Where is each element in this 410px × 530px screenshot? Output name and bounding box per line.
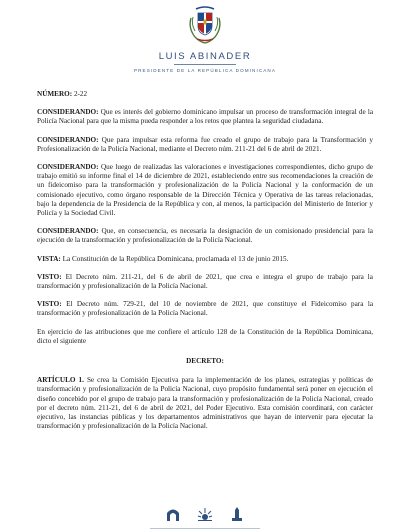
decree-number-value: 2-22 <box>73 90 88 98</box>
paragraph-text: La Constitución de la República Dominicana, proclamada el 13 de junio 2015. <box>62 254 289 263</box>
paragraph-text: En ejercicio de las atribuciones que me confiere el artículo 128 de la Constitución de la República Dominicana, dicto el siguiente <box>37 327 373 345</box>
article-lead: ARTÍCULO 1. <box>37 376 84 385</box>
paragraph-lead: CONSIDERANDO: <box>37 163 99 172</box>
paragraph-lead: CONSIDERANDO: <box>37 108 99 117</box>
monument-icon <box>229 506 245 522</box>
paragraph-text: El Decreto núm. 729-21, del 10 de noviembre de 2021, que constituye el Fideicomiso para la transformación y profesionalización de la Policía Nacional. <box>37 300 374 318</box>
coat-of-arms-icon <box>187 4 223 44</box>
article-paragraph <box>37 376 373 431</box>
decree-heading: DECRETO: <box>186 357 224 366</box>
article-text: Se crea la Comisión Ejecutiva para la implementación de los planes, estrategias y políticas de transformación y profesionalización de la Policía Nacional, cuyo propósito fundamental será poner en ejecución el diseño concebido por el grupo de trabajo para la transformación y profesionalización de la Policía Nacional, creado por el decreto núm. 211-21, del 6 de abril de 2021, del Poder Ejecutivo. Esta comisión coordinará, con carácter ejecutivo, las instancias públicas y los departamentos administrativos que hayan de intervenir para ejecutar la transformación y profesionalización de la Policía Nacional. <box>37 376 373 431</box>
president-name: LUIS ABINADER <box>158 51 252 62</box>
footer-divider <box>150 528 260 529</box>
paragraph-text: Que es interés del gobierno dominicano impulsar un proceso de transformación integral de la Policía Nacional para que la misma pueda responder a los retos que plantea la seguridad ciudadana. <box>37 108 374 126</box>
sunburst-icon <box>197 506 213 522</box>
president-title: PRESIDENTE DE LA REPÚBLICA DOMINICANA <box>133 68 277 73</box>
decree-number-label: NÚMERO: <box>37 90 73 98</box>
paragraph-text: Que para impulsar esta reforma fue creado el grupo de trabajo para la Transformación y Profesionalización de la Policía Nacional, mediante el Decreto núm. 211-21 del 6 de abril de 2021. <box>37 135 374 153</box>
paragraph-text: Que, en consecuencia, es necesaria la designación de un comisionado presidencial para la ejecución de la transformación y profesionalización de la Policía Nacional. <box>37 227 374 245</box>
paragraph-text: Que luego de realizadas las valoraciones e investigaciones correspondientes, dicho grupo de trabajo emitió su informe final el 14 de diciembre de 2021, estableciendo entre sus recomendaciones la creación de un fideicomiso para la transformación y profesionalización de la Policía Nacional y la conformación de un comisionado ejecutivo, como órgano responsable de la Dirección Técnica y Operativa de las tareas relacionadas, bajo la dependencia de la Presidencia de la República y con, al menos, la participación del Ministerio de Interior y Policía y la Sociedad Civil. <box>37 163 373 218</box>
visto-paragraph <box>37 273 373 291</box>
visto-paragraph <box>37 300 373 318</box>
paragraph-lead: VISTO: <box>37 300 62 309</box>
arch-icon <box>165 506 181 522</box>
enacting-clause <box>37 328 373 346</box>
considerando-paragraph <box>37 227 373 245</box>
considerando-paragraph <box>37 108 373 126</box>
paragraph-lead: VISTA: <box>37 254 61 263</box>
page-footer <box>0 502 410 528</box>
decree-body <box>37 90 373 431</box>
vista-paragraph <box>37 255 373 264</box>
considerando-paragraph <box>37 136 373 154</box>
paragraph-text: El Decreto núm. 211-21, del 6 de abril de 2021, que crea e integra el grupo de trabajo para la transformación y profesionalización de la Policía Nacional. <box>37 272 373 291</box>
paragraph-lead: CONSIDERANDO: <box>37 135 99 144</box>
letterhead <box>0 0 410 80</box>
decree-number <box>37 90 373 99</box>
header-divider <box>174 64 236 65</box>
considerando-paragraph <box>37 163 373 218</box>
paragraph-lead: VISTO: <box>37 272 62 281</box>
paragraph-lead: CONSIDERANDO: <box>37 227 99 236</box>
